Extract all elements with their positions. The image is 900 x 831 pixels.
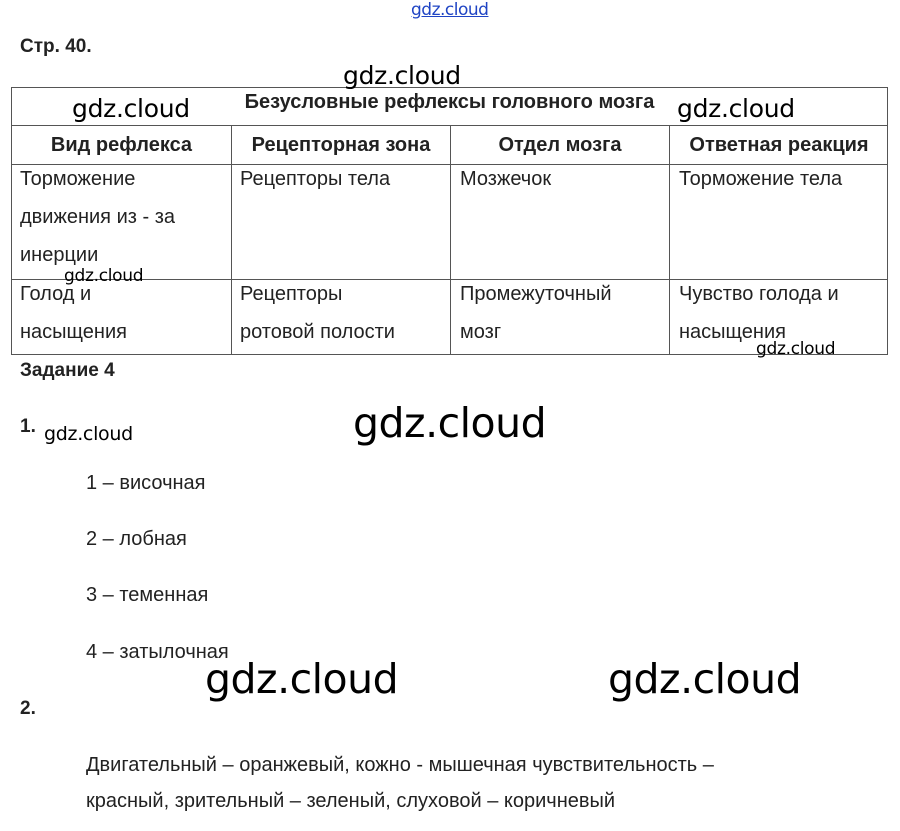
watermark: gdz.cloud	[64, 266, 144, 286]
list-item: 3 – теменная	[86, 584, 209, 606]
cell-line: насыщения	[20, 321, 127, 343]
list-item: 1 – височная	[86, 472, 206, 494]
watermark: gdz.cloud	[343, 61, 461, 90]
task-title: Задание 4	[20, 360, 115, 381]
reflex-table	[11, 87, 888, 355]
watermark: gdz.cloud	[72, 94, 190, 123]
watermark: gdz.cloud	[608, 655, 802, 703]
table-cell	[460, 160, 551, 198]
paragraph-line: красный, зрительный – зеленый, слуховой – коричневый	[86, 790, 616, 812]
cell-line: Чувство голода и	[679, 283, 839, 305]
watermark: gdz.cloud	[756, 339, 836, 359]
cell-line: Голод и	[20, 283, 92, 305]
part2-label: 2.	[20, 698, 36, 719]
column-header: Рецепторная зона	[251, 134, 431, 156]
table-cell	[240, 160, 390, 198]
column-header: Ответная реакция	[689, 134, 869, 156]
column-header: Отдел мозга	[498, 134, 622, 156]
cell-line: насыщения	[679, 321, 786, 343]
part1-label: 1.	[20, 416, 36, 437]
table-cell	[240, 275, 395, 351]
watermark-top[interactable]: gdz.cloud	[411, 0, 489, 20]
watermark: gdz.cloud	[44, 423, 133, 445]
watermark: gdz.cloud	[353, 399, 547, 447]
watermark: gdz.cloud	[677, 94, 795, 123]
list-item: 2 – лобная	[86, 528, 187, 550]
cell-line: движения из - за	[20, 206, 175, 228]
table-cell	[679, 160, 842, 198]
cell-line: Рецепторы	[240, 283, 343, 305]
cell-line: мозг	[460, 321, 502, 343]
page-label: Стр. 40.	[20, 36, 92, 57]
cell-line: Промежуточный	[460, 283, 612, 305]
list-item: 4 – затылочная	[86, 641, 229, 663]
paragraph-line: Двигательный – оранжевый, кожно - мышечная чувствительность –	[86, 754, 714, 776]
column-header: Вид рефлекса	[50, 134, 193, 156]
cell-line: ротовой полости	[240, 321, 395, 343]
cell-line: инерции	[20, 244, 99, 266]
table-caption: Безусловные рефлексы головного мозга	[244, 91, 655, 113]
cell-line: Торможение	[20, 168, 136, 190]
table-cell	[20, 160, 175, 274]
watermark: gdz.cloud	[205, 655, 399, 703]
cell-line: Мозжечок	[460, 168, 552, 190]
table-cell	[20, 275, 127, 351]
cell-line: Торможение тела	[679, 168, 843, 190]
table-cell	[460, 275, 612, 351]
part2-paragraph	[86, 747, 714, 819]
cell-line: Рецепторы тела	[240, 168, 391, 190]
